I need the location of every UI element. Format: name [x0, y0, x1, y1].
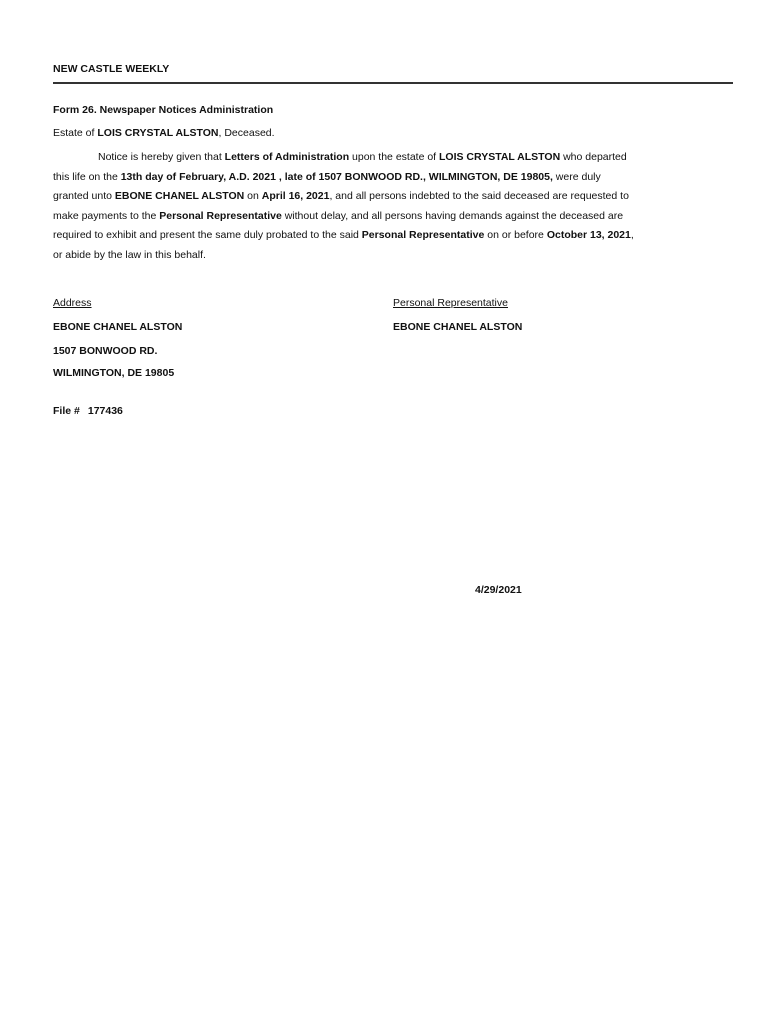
address-city: WILMINGTON, DE 19805: [53, 367, 175, 379]
notice-text-4: were duly granted unto: [53, 170, 601, 202]
notice-bold-8: October 13, 2021: [546, 229, 631, 241]
file-label: File #: [53, 405, 80, 417]
estate-line: [53, 127, 275, 139]
file-number: 177436: [87, 405, 123, 417]
notice-text-3: who departed this life on the: [53, 151, 627, 183]
representative-name: EBONE CHANEL ALSTON: [393, 321, 523, 333]
header-rule: [53, 82, 733, 84]
notice-text-8: on or before: [484, 229, 547, 241]
notice-date: 4/29/2021: [475, 584, 522, 596]
notice-bold-5: April 16, 2021: [261, 190, 330, 202]
address-name: EBONE CHANEL ALSTON: [53, 321, 183, 333]
representative-label: Personal Representative: [393, 297, 508, 309]
notice-text-7: without delay, and all persons having demands against the deceased are required to exhibit and present the same duly probated to the said: [53, 209, 624, 241]
address-street: 1507 BONWOOD RD.: [53, 345, 158, 357]
estate-decedent: LOIS CRYSTAL ALSTON: [97, 127, 219, 139]
notice-bold-7: Personal Representative: [361, 229, 485, 241]
notice-text-6: , and all persons indebted to the said deceased are requested to make payments to the: [53, 190, 629, 222]
publication-name: NEW CASTLE WEEKLY: [53, 63, 170, 75]
notice-bold-4: EBONE CHANEL ALSTON: [114, 190, 245, 202]
notice-text-5: on: [244, 190, 262, 202]
notice-paragraph: [53, 148, 638, 265]
notice-text-9: , or abide by the law in this behalf.: [53, 229, 634, 261]
notice-text-2: upon the estate of: [349, 151, 440, 163]
estate-prefix: Estate of: [53, 127, 98, 139]
notice-bold-3: 13th day of February, A.D. 2021 , late of 1507 BONWOOD RD., WILMINGTON, DE 19805,: [120, 170, 553, 183]
notice-bold-1: Letters of Administration: [224, 151, 350, 163]
form-title: Form 26. Newspaper Notices Administration: [53, 104, 274, 116]
notice-bold-6: Personal Representative: [159, 209, 282, 222]
notice-text-1: Notice is hereby given that: [98, 151, 225, 163]
address-label: Address: [53, 297, 92, 309]
file-number-line: [53, 405, 123, 417]
estate-suffix: , Deceased.: [218, 127, 275, 139]
notice-bold-2: LOIS CRYSTAL ALSTON: [439, 151, 561, 163]
